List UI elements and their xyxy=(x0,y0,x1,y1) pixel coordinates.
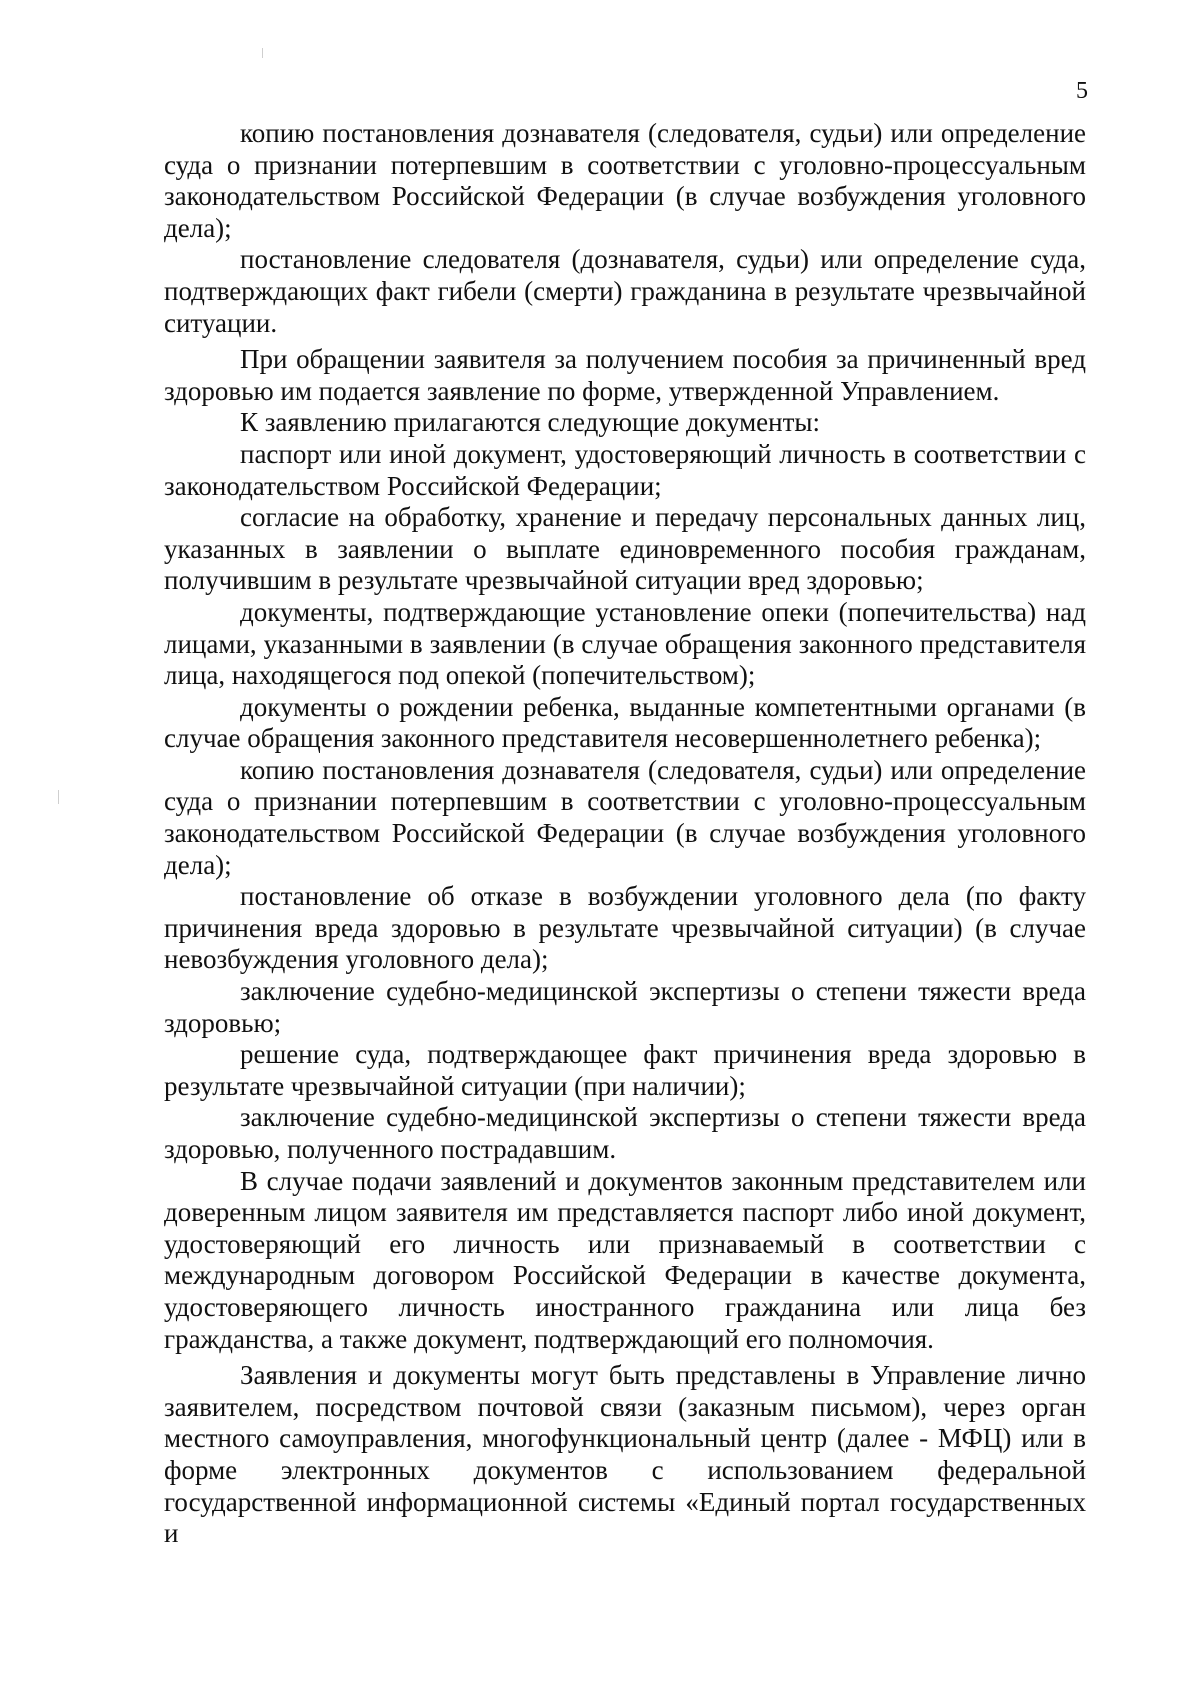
paragraph-copy-resolution-2: копию постановления дознавателя (следователя, судьи) или определение суда о признании потерпевшим в соответствии с уголовно-процессуальным законодательством Российской Федерации (в случае возбуждения уголовного дела); xyxy=(164,754,1086,880)
paragraph-refusal-resolution: постановление об отказе в возбуждении уголовного дела (по факту причинения вреда здоровью в результате чрезвычайной ситуации) (в случае невозбуждения уголовного дела); xyxy=(164,881,1086,975)
paragraph-birth-documents: документы о рождении ребенка, выданные компетентными органами (в случае обращения законного представителя несовершеннолетнего ребенка); xyxy=(164,691,1086,754)
paragraph-personal-data-consent: согласие на обработку, хранение и передачу персональных данных лиц, указанных в заявлении о выплате единовременного пособия гражданам, получившим в результате чрезвычайной ситуации вред здоровью; xyxy=(164,502,1086,596)
paragraph-forensic-examination-1: заключение судебно-медицинской экспертизы о степени тяжести вреда здоровью; xyxy=(164,976,1086,1038)
paragraph-death-resolution: постановление следователя (дознавателя, судьи) или определение суда, подтверждающих факт гибели (смерти) гражданина в результате чрезвычайной ситуации. xyxy=(164,244,1086,338)
paragraph-forensic-examination-2: заключение судебно-медицинской экспертизы о степени тяжести вреда здоровью, полученного пострадавшим. xyxy=(164,1102,1086,1164)
paragraph-legal-representative: В случае подачи заявлений и документов законным представителем или доверенным лицом заявителя им представляется паспорт либо иной документ, удостоверяющий его личность или признаваемый в соответствии с международным договором Российской Федерации в качестве документа, удостоверяющего личность иностранного гражданина или лица без гражданства, а также документ, подтверждающий его полномочия. xyxy=(164,1165,1086,1354)
paragraph-guardianship-documents: документы, подтверждающие установление опеки (попечительства) над лицами, указанными в заявлении (в случае обращения законного представителя лица, находящегося под опекой (попечительством); xyxy=(164,596,1086,691)
paragraph-submission-methods: Заявления и документы могут быть представлены в Управление лично заявителем, посредством почтовой связи (заказным письмом), через орган местного самоуправления, многофункциональный центр (далее - МФЦ) или в форме электронных документов с использованием федеральной государственной информационной системы «Единый портал государственных и xyxy=(164,1360,1086,1549)
paragraph-passport: паспорт или иной документ, удостоверяющий личность в соответствии с законодательством Российской Федерации; xyxy=(164,438,1086,501)
paragraph-court-decision: решение суда, подтверждающее факт причинения вреда здоровью в результате чрезвычайной ситуации (при наличии); xyxy=(164,1039,1086,1101)
paragraph-copy-resolution-1: копию постановления дознавателя (следователя, судьи) или определение суда о признании потерпевшим в соответствии с уголовно-процессуальным законодательством Российской Федерации (в случае возбуждения уголовного дела); xyxy=(164,118,1086,243)
page-number: 5 xyxy=(1076,78,1088,104)
paragraph-documents-list-intro: К заявлению прилагаются следующие документы: xyxy=(240,407,821,438)
paragraph-health-harm-application: При обращении заявителя за получением пособия за причиненный вред здоровью им подается заявление по форме, утвержденной Управлением. xyxy=(164,344,1086,406)
document-body xyxy=(164,118,1086,1550)
scan-artifact xyxy=(58,790,59,804)
scan-artifact xyxy=(262,48,263,58)
